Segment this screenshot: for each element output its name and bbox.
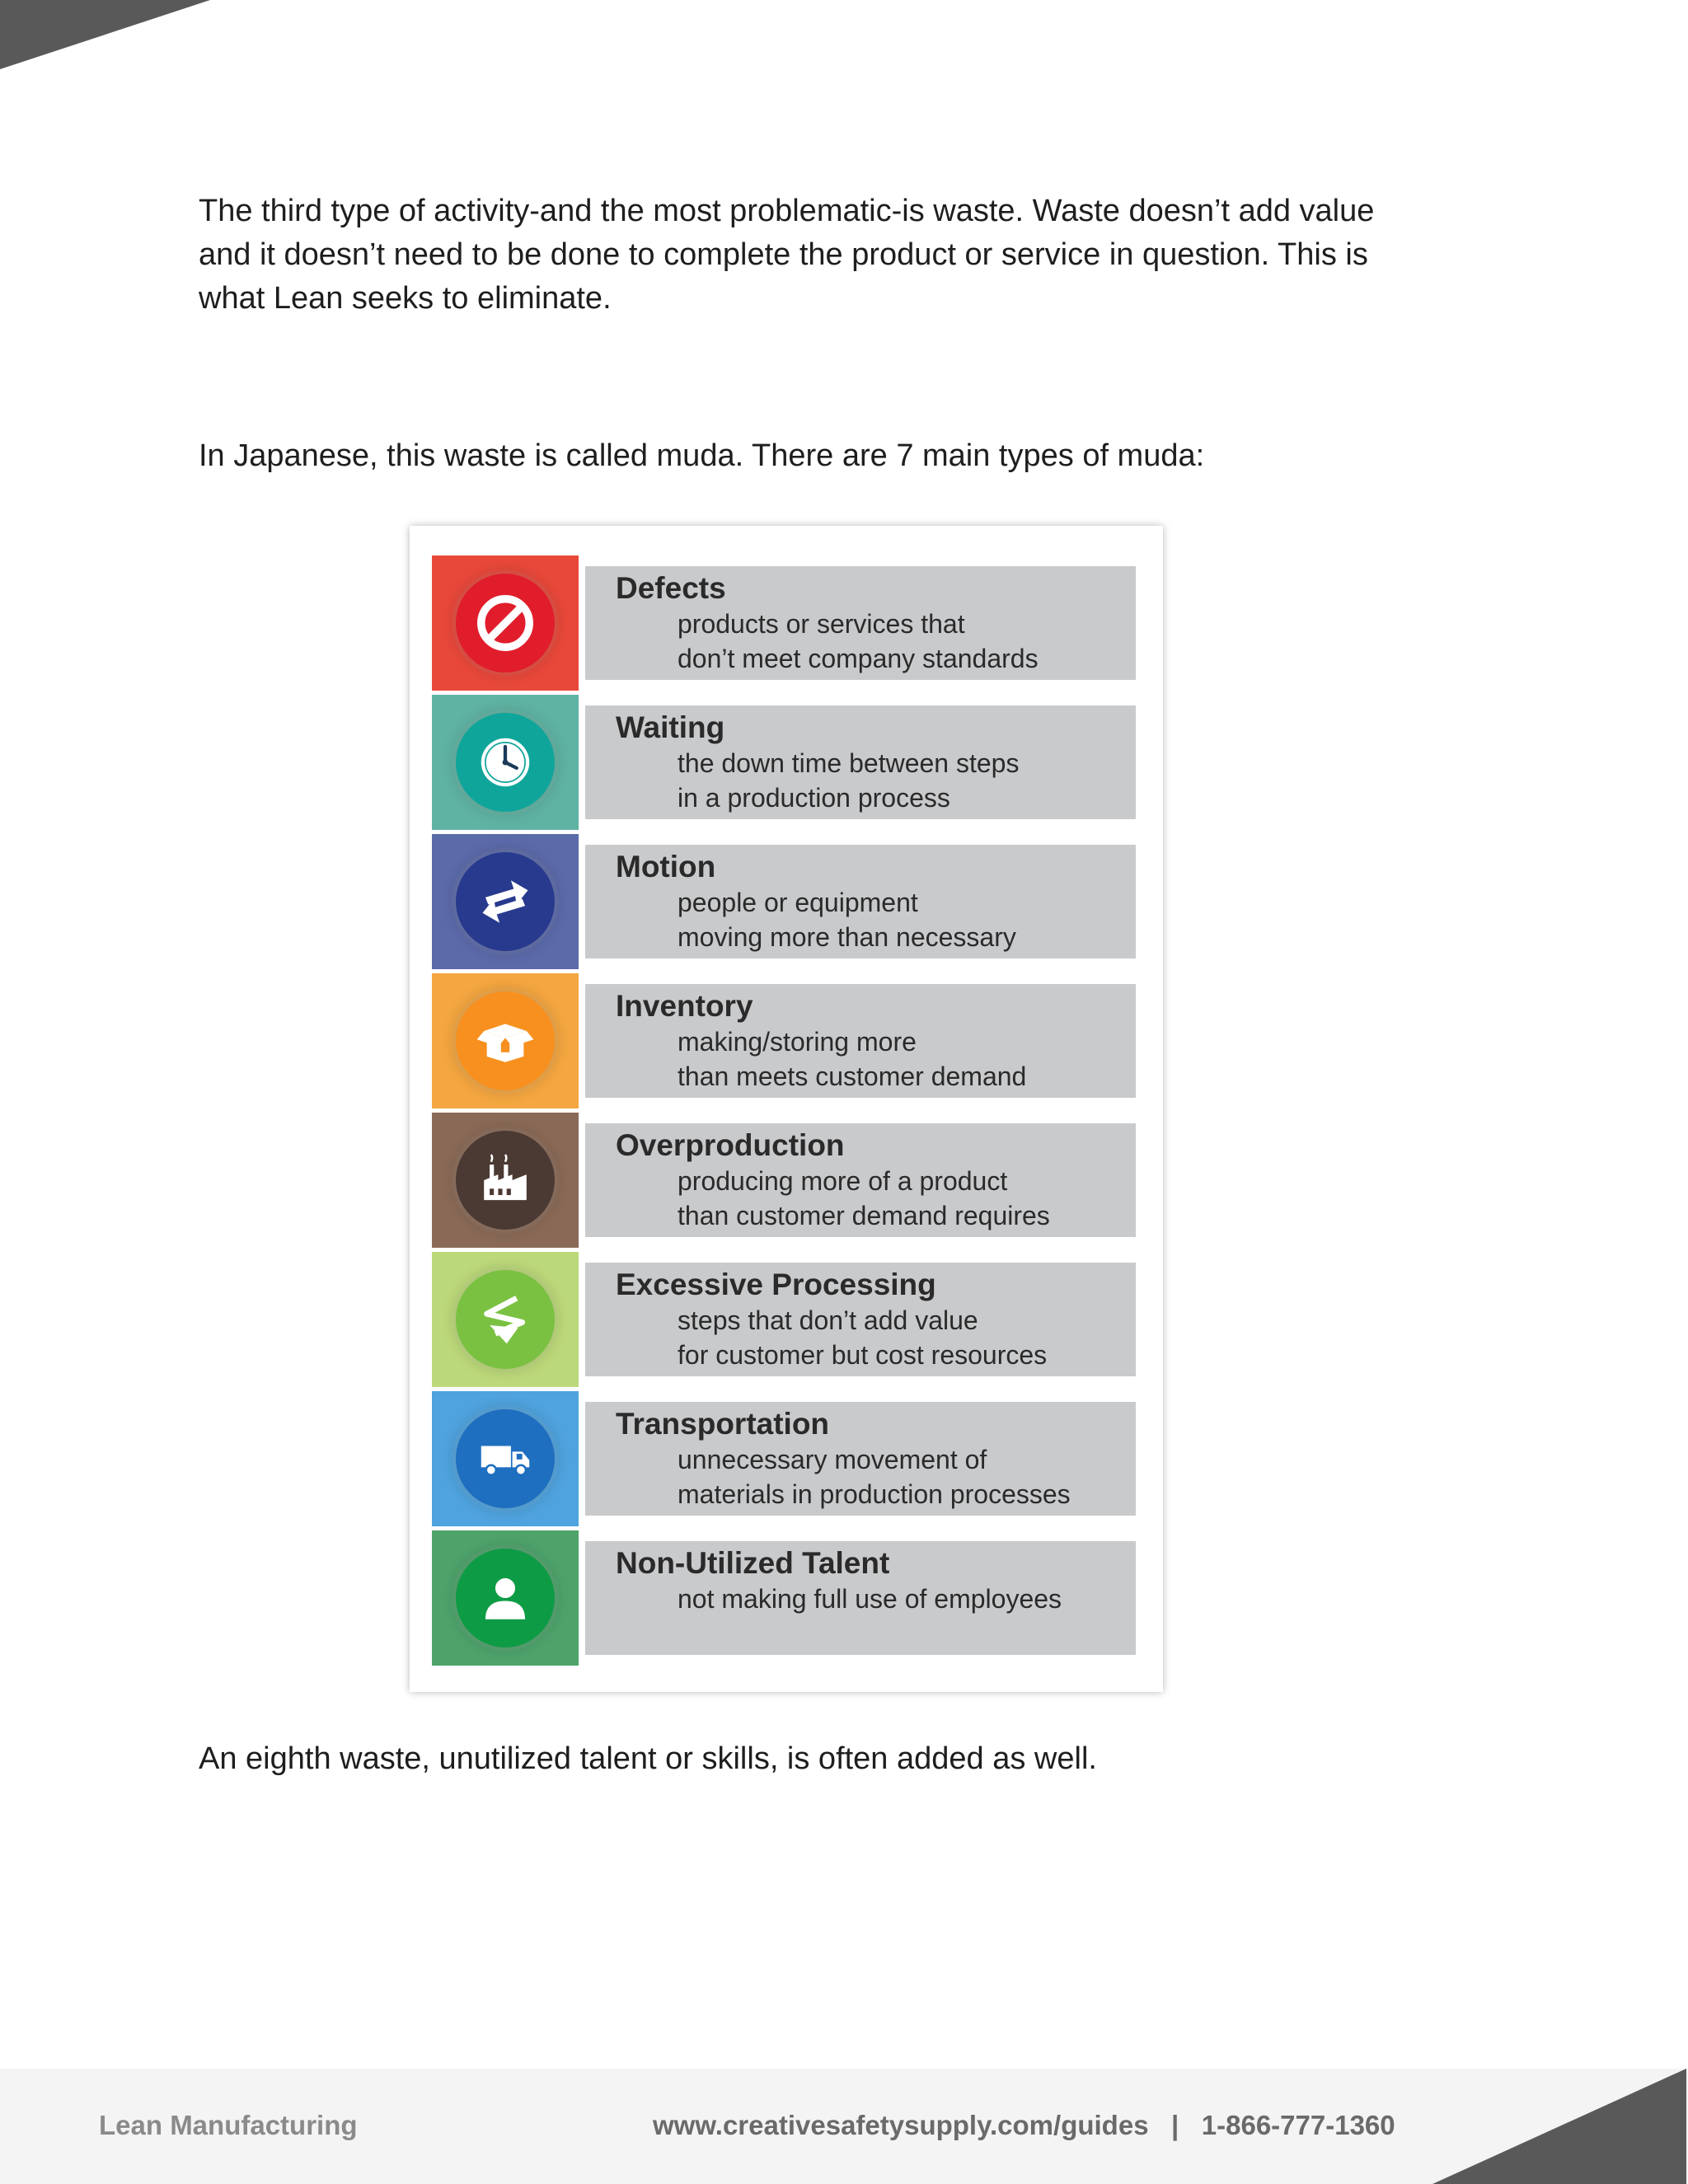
waste-description-line: than meets customer demand (678, 1062, 1027, 1091)
waste-description-panel (585, 1123, 1136, 1237)
waste-title: Transportation (616, 1407, 830, 1441)
waste-row-motion (432, 834, 1139, 969)
prohibited-icon (470, 588, 541, 658)
paragraph-muda-intro: In Japanese, this waste is called muda. There are 7 main types of muda: (199, 438, 1205, 473)
waste-tile (432, 555, 579, 691)
waste-description-line: people or equipment (678, 888, 918, 917)
waste-description-line: in a production process (678, 783, 950, 813)
footer-guide-title: Lean Manufacturing (99, 2110, 358, 2140)
muda-types-infographic (410, 526, 1163, 1692)
clock-icon (470, 727, 541, 798)
waste-description-panel (585, 566, 1136, 680)
truck-icon (470, 1423, 541, 1494)
waste-description-line: than customer demand requires (678, 1201, 1050, 1230)
waste-row-transportation (432, 1391, 1139, 1526)
corner-decoration-bottom-right (1432, 2069, 1688, 2184)
waste-description-panel (585, 1541, 1136, 1655)
waste-description-panel (585, 1263, 1136, 1376)
swap-arrows-icon (470, 866, 541, 937)
paragraph-eighth-waste: An eighth waste, unutilized talent or skills, is often added as well. (199, 1741, 1097, 1776)
waste-title: Overproduction (616, 1128, 845, 1162)
corner-decoration-top-left (0, 0, 214, 74)
waste-description-line: steps that don’t add value (678, 1305, 978, 1335)
waste-title: Waiting (616, 710, 725, 744)
waste-title: Motion (616, 850, 716, 883)
waste-title: Non-Utilized Talent (616, 1546, 890, 1580)
waste-title: Inventory (616, 989, 753, 1023)
waste-description-panel (585, 845, 1136, 958)
waste-description-line: products or services that (678, 609, 965, 639)
waste-description-panel (585, 1402, 1136, 1516)
waste-description-line: moving more than necessary (678, 922, 1016, 952)
waste-tile (432, 973, 579, 1108)
waste-tile (432, 1113, 579, 1248)
person-icon (470, 1563, 541, 1633)
waste-row-waiting (432, 695, 1139, 830)
footer-contact: www.creativesafetysupply.com/guides | 1-866-777-1360 (653, 2110, 1395, 2140)
waste-description-line: don’t meet company standards (678, 644, 1039, 673)
waste-title: Excessive Processing (616, 1268, 936, 1301)
waste-description-line: producing more of a product (678, 1166, 1008, 1196)
waste-tile (432, 1252, 579, 1387)
waste-title: Defects (616, 571, 726, 605)
waste-row-inventory (432, 973, 1139, 1108)
waste-description-panel (585, 705, 1136, 819)
waste-tile (432, 1391, 579, 1526)
waste-description-line: unnecessary movement of (678, 1445, 987, 1474)
waste-tile (432, 1530, 579, 1666)
waste-description-line: the down time between steps (678, 748, 1020, 778)
waste-row-excessive-processing (432, 1252, 1139, 1387)
waste-row-defects (432, 555, 1139, 691)
waste-description-line: not making full use of employees (678, 1584, 1062, 1614)
paragraph-waste-definition: The third type of activity-and the most problematic-is waste. Waste doesn’t add value and it doesn’t need to be done to complete the product or service in question. This is what Lean seeks to eliminate. (199, 194, 1375, 316)
waste-description-panel (585, 984, 1136, 1098)
waste-description-line: for customer but cost resources (678, 1340, 1048, 1370)
waste-row-overproduction (432, 1113, 1139, 1248)
zigzag-arrow-icon (470, 1284, 541, 1355)
waste-row-non-utilized-talent (432, 1530, 1139, 1666)
factory-icon (470, 1145, 541, 1216)
waste-description-line: materials in production processes (678, 1479, 1071, 1509)
waste-description-line: making/storing more (678, 1027, 917, 1057)
open-box-icon (470, 1005, 541, 1076)
waste-tile (432, 695, 579, 830)
waste-tile (432, 834, 579, 969)
